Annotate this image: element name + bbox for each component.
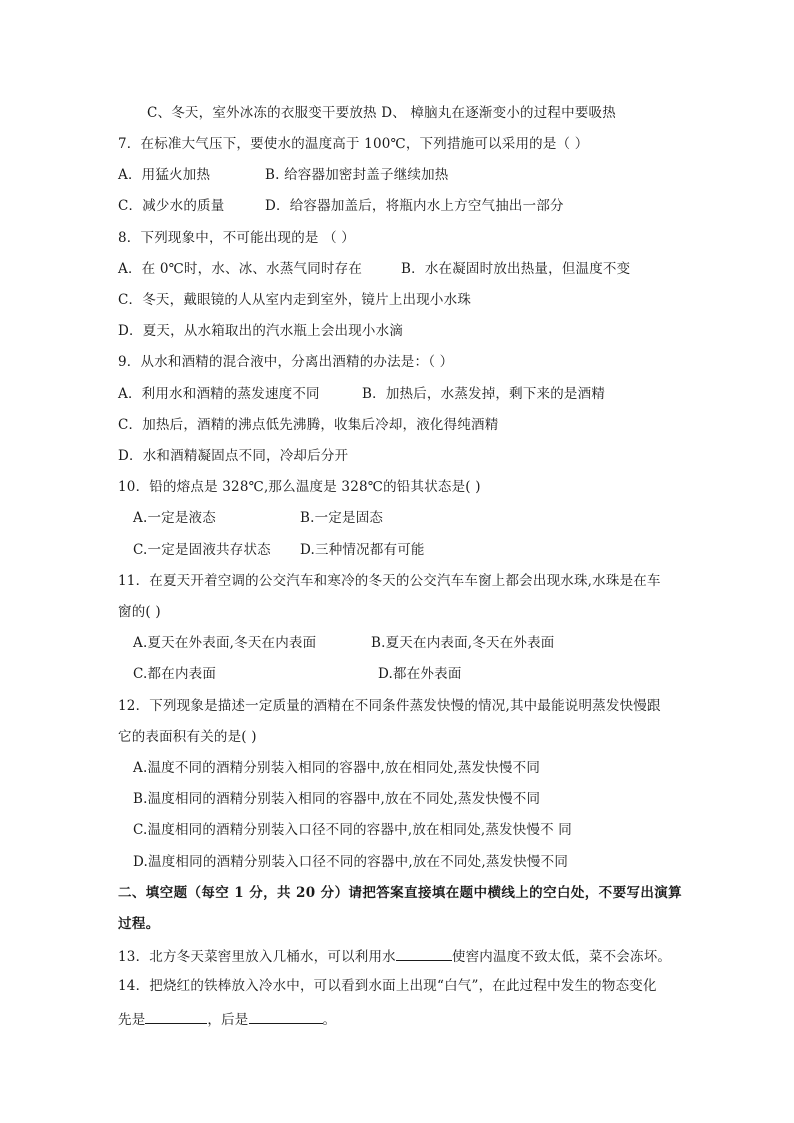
section-2-heading-cont: 过程。: [118, 916, 160, 932]
q11-options-cd: [133, 665, 462, 683]
q13-question: [118, 946, 671, 966]
q14-answer-blank-2[interactable]: [249, 1009, 323, 1024]
q9-question: 9．从水和酒精的混合液中，分离出酒精的办法是：（ ）: [118, 354, 454, 370]
q9-option-d: D．水和酒精凝固点不同，冷却后分开: [118, 448, 349, 464]
q12-question: 12．下列现象是描述一定质量的酒精在不同条件蒸发快慢的情况,其中最能说明蒸发快慢跟: [118, 698, 661, 714]
q9-options-ab: [118, 385, 605, 403]
q11-option-b: B.夏天在内表面,冬天在外表面: [371, 635, 555, 651]
q13-answer-blank[interactable]: [396, 946, 452, 961]
q6-options-cd: C、冬天，室外冰冻的衣服变干要放热 D、 樟脑丸在逐渐变小的过程中要吸热: [147, 105, 616, 121]
q7-option-a: A．用猛火加热: [118, 167, 211, 183]
q14-answer-blank-1[interactable]: [145, 1009, 207, 1024]
q13-text-after: 使窖内温度不致太低，菜不会冻坏。: [451, 949, 672, 965]
q8-options-ab: [118, 260, 630, 278]
q10-option-b: B.一定是固态: [300, 510, 384, 526]
q10-options-ab: [133, 509, 383, 527]
q10-option-c: C.一定是固液共存状态: [133, 542, 271, 558]
q7-option-d: D．给容器加盖后，将瓶内水上方空气抽出一部分: [265, 198, 564, 214]
q8-option-b: B．水在凝固时放出热量，但温度不变: [401, 261, 631, 277]
q7-options-ab: [118, 166, 449, 184]
q11-option-d: D.都在外表面: [378, 666, 462, 682]
q8-option-c: C．冬天，戴眼镜的人从室内走到室外，镜片上出现小水珠: [118, 292, 472, 308]
q14-text-end: 。: [322, 1012, 337, 1028]
q7-question: 7．在标准大气压下，要使水的温度高于 100℃，下列措施可以采用的是（ ）: [118, 136, 589, 152]
q14-text-first: 先是: [118, 1012, 146, 1028]
q9-option-a: A．利用水和酒精的蒸发速度不同: [118, 386, 320, 402]
q13-text-before: 13．北方冬天菜窖里放入几桶水，可以利用水: [118, 949, 396, 965]
q11-question-cont: 窗的( ): [118, 604, 161, 620]
q9-option-c: C．加热后，酒精的沸点低先沸腾，收集后冷却，液化得纯酒精: [118, 417, 499, 433]
q12-option-a: A.温度不同的酒精分别装入相同的容器中,放在相同处,蒸发快慢不同: [133, 760, 541, 776]
q8-option-a: A．在 0℃时，水、冰、水蒸气同时存在: [118, 261, 363, 277]
q7-option-b: B. 给容器加密封盖子继续加热: [265, 167, 449, 183]
q7-options-cd: [118, 197, 564, 215]
q14-question-cont: [118, 1009, 336, 1029]
q10-option-d: D.三种情况都有可能: [300, 542, 425, 558]
q11-option-c: C.都在内表面: [133, 666, 217, 682]
q14-text-then: ，后是: [207, 1012, 249, 1028]
q14-question: 14．把烧红的铁棒放入冷水中，可以看到水面上出现“白气”，在此过程中发生的物态变化: [118, 978, 657, 994]
q12-option-b: B.温度相同的酒精分别装入相同的容器中,放在不同处,蒸发快慢不同: [133, 791, 541, 807]
q11-question: 11．在夏天开着空调的公交汽车和寒冷的冬天的公交汽车车窗上都会出现水珠,水珠是在车: [118, 573, 661, 589]
q10-question: 10．铅的熔点是 328℃,那么温度是 328℃的铅其状态是( ): [118, 479, 481, 495]
q12-option-d: D.温度相同的酒精分别装入口径不同的容器中,放在不同处,蒸发快慢不同: [133, 854, 569, 870]
section-2-heading: 二、填空题（每空 1 分，共 20 分）请把答案直接填在题中横线上的空白处，不要写出演算: [118, 885, 683, 901]
q8-question: 8．下列现象中，不可能出现的是 （ ）: [118, 230, 355, 246]
q9-option-b: B．加热后，水蒸发掉，剩下来的是酒精: [362, 386, 606, 402]
q10-option-a: A.一定是液态: [133, 510, 216, 526]
q12-question-cont: 它的表面积有关的是( ): [118, 729, 257, 745]
q11-option-a: A.夏天在外表面,冬天在内表面: [133, 635, 317, 651]
q7-option-c: C．减少水的质量: [118, 198, 225, 214]
q8-option-d: D．夏天，从水箱取出的汽水瓶上会出现小水滴: [118, 323, 404, 339]
q11-options-ab: [133, 634, 555, 652]
q10-options-cd: [133, 541, 425, 559]
q12-option-c: C.温度相同的酒精分别装入口径不同的容器中,放在相同处,蒸发快慢不 同: [133, 822, 573, 838]
